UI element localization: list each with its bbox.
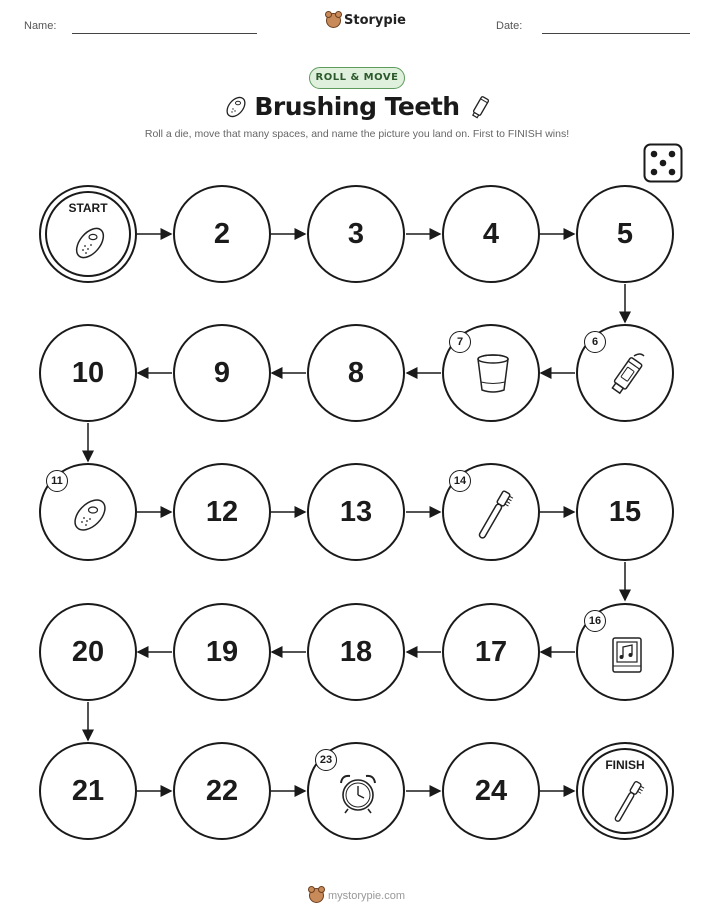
roll-move-badge: ROLL & MOVE — [309, 67, 405, 89]
space-8[interactable] — [307, 324, 405, 422]
music-icon — [607, 635, 647, 675]
space-21[interactable] — [39, 742, 137, 840]
footer-url[interactable]: mystorypie.com — [327, 889, 406, 902]
germ-icon — [69, 221, 111, 265]
space-22[interactable] — [173, 742, 271, 840]
space-3[interactable] — [307, 185, 405, 283]
toothpaste-icon — [604, 350, 650, 400]
space-24[interactable] — [442, 742, 540, 840]
name-label: Name: — [24, 20, 57, 32]
space-number: 9 — [213, 356, 231, 389]
space-9[interactable] — [173, 324, 271, 422]
space-number: 10 — [71, 356, 105, 389]
alarm-clock-icon — [336, 770, 380, 816]
date-label: Date: — [496, 20, 523, 32]
space-number: 22 — [205, 774, 239, 807]
instructions: Roll a die, move that many spaces, and name the picture you land on. First to FINISH wins! — [144, 128, 570, 140]
space-18[interactable] — [307, 603, 405, 701]
toothbrush-icon — [474, 487, 514, 543]
space-number: 15 — [608, 495, 642, 528]
space-badge: 6 — [584, 331, 606, 353]
space-number: 5 — [616, 217, 634, 250]
space-number: 2 — [213, 217, 231, 250]
finish-label: FINISH — [605, 758, 645, 772]
space-17[interactable] — [442, 603, 540, 701]
toothbrush-icon — [610, 778, 646, 826]
germ-icon — [67, 493, 113, 537]
space-2[interactable] — [173, 185, 271, 283]
space-badge: 23 — [315, 749, 337, 771]
space-4[interactable] — [442, 185, 540, 283]
bear-icon — [309, 888, 324, 903]
space-number: 12 — [205, 495, 239, 528]
space-badge: 7 — [449, 331, 471, 353]
space-number: 19 — [205, 635, 239, 668]
space-number: 13 — [339, 495, 373, 528]
space-5[interactable] — [576, 185, 674, 283]
brand-name: Storypie — [344, 13, 406, 28]
space-number: 21 — [71, 774, 105, 807]
cup-icon — [473, 352, 513, 396]
finish-space[interactable] — [576, 742, 674, 840]
space-15[interactable] — [576, 463, 674, 561]
space-12[interactable] — [173, 463, 271, 561]
space-13[interactable] — [307, 463, 405, 561]
space-badge: 16 — [584, 610, 606, 632]
space-number: 24 — [474, 774, 508, 807]
start-label: START — [68, 201, 108, 215]
space-20[interactable] — [39, 603, 137, 701]
space-number: 18 — [339, 635, 373, 668]
footer — [0, 888, 714, 903]
space-10[interactable] — [39, 324, 137, 422]
space-number: 4 — [482, 217, 500, 250]
space-number: 8 — [347, 356, 365, 389]
space-badge: 11 — [46, 470, 68, 492]
space-19[interactable] — [173, 603, 271, 701]
space-badge: 14 — [449, 470, 471, 492]
space-number: 20 — [71, 635, 105, 668]
space-number: 17 — [474, 635, 508, 668]
start-space[interactable] — [39, 185, 137, 283]
space-number: 3 — [347, 217, 365, 250]
page-title: Brushing Teeth — [254, 92, 460, 121]
